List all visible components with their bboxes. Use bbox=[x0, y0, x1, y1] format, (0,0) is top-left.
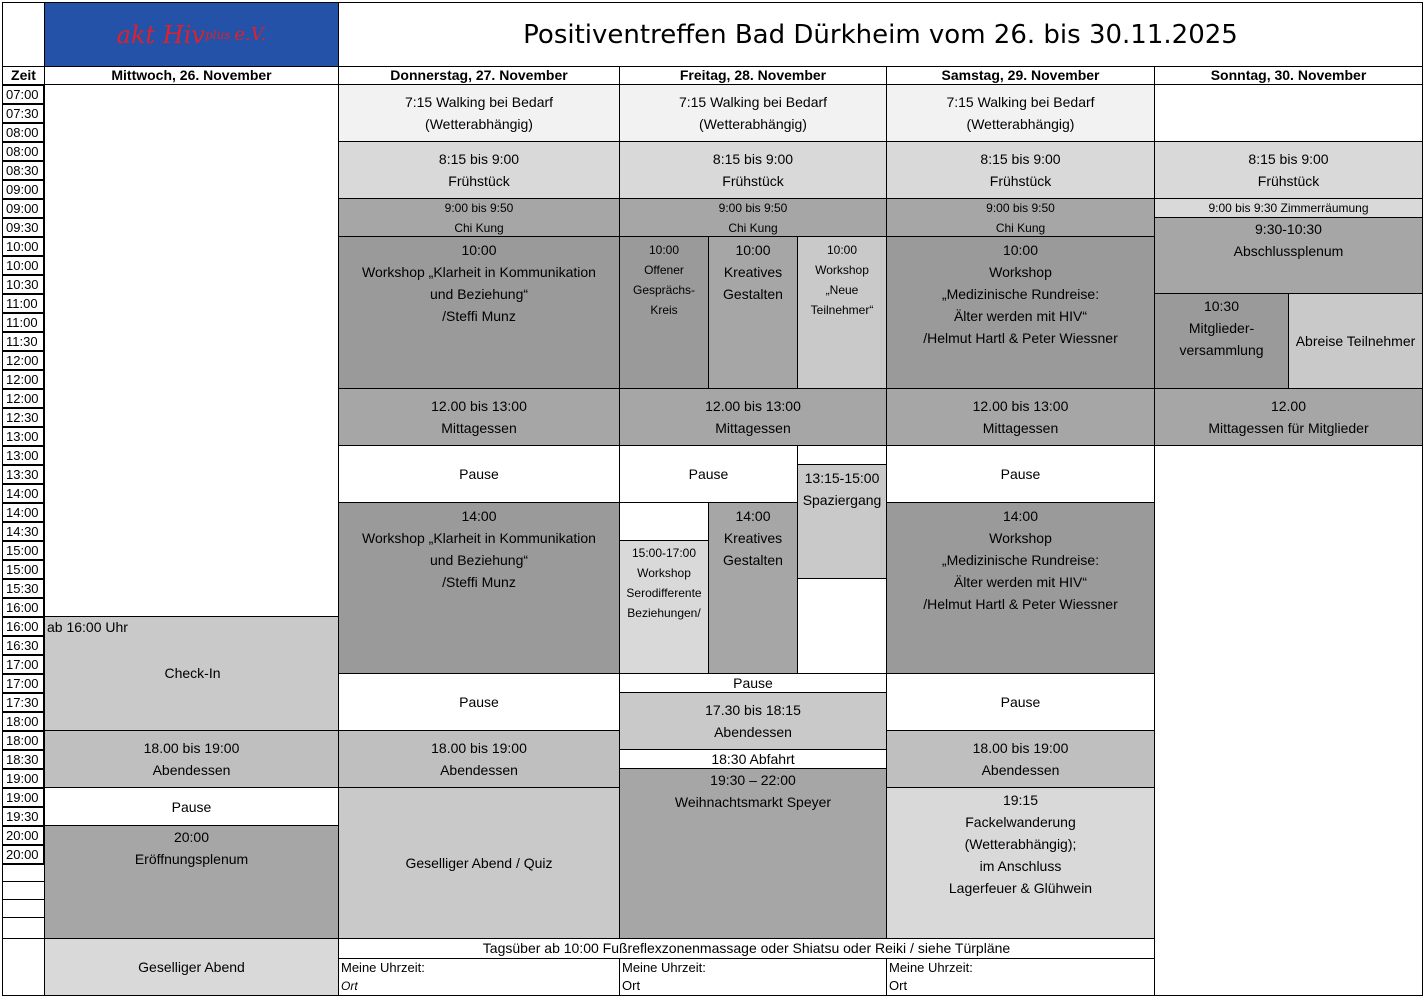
fri-walk-l2: (Wetterabhängig) bbox=[699, 116, 807, 132]
thu-ws1-time: 10:00 bbox=[461, 242, 497, 258]
thu-bf-label: Frühstück bbox=[448, 173, 510, 189]
time-slot: 13:00 bbox=[2, 446, 44, 465]
fri-kreativ-l1: Kreatives bbox=[723, 530, 783, 546]
footer-fri-time: Meine Uhrzeit: bbox=[622, 960, 706, 975]
footer-thu-place: Ort bbox=[341, 979, 358, 993]
time-slot: 18:00 bbox=[2, 712, 44, 731]
time-slot: 15:00 bbox=[2, 560, 44, 579]
fri-departure bbox=[619, 749, 887, 769]
time-slot: 09:00 bbox=[2, 199, 44, 218]
sat-walk-l2: (Wetterabhängig) bbox=[966, 116, 1075, 132]
time-slot: 10:00 bbox=[2, 256, 44, 275]
sat-bf-time: 8:15 bis 9:00 bbox=[980, 151, 1061, 167]
fri-depart-label: 18:30 Abfahrt bbox=[711, 750, 795, 767]
footer-fri-place: Ort bbox=[622, 978, 641, 993]
time-slot: 08:00 bbox=[2, 142, 44, 161]
sat-fackelwanderung bbox=[886, 787, 1155, 939]
sun-bf-label: Frühstück bbox=[1257, 173, 1320, 189]
sat-dinner-label: Abendessen bbox=[981, 762, 1060, 778]
thu-pause-1 bbox=[338, 445, 620, 503]
fri-walk2-label: Spaziergang bbox=[802, 492, 882, 508]
thu-pause-2 bbox=[338, 673, 620, 731]
footer-massage-text: Tagsüber ab 10:00 Fußreflexzonenmassage oder Shiatsu oder Reiki / siehe Türpläne bbox=[482, 940, 1011, 956]
fri-bf-time: 8:15 bis 9:00 bbox=[712, 151, 794, 167]
thu-workshop-2 bbox=[338, 502, 620, 674]
time-slot: 13:30 bbox=[2, 465, 44, 484]
footer-massage bbox=[338, 938, 1155, 959]
thu-ws1-l3: /Steffi Munz bbox=[442, 308, 516, 324]
fri-b-l1: Kreatives bbox=[723, 264, 783, 280]
fri-chikung bbox=[619, 198, 887, 237]
thu-ws2-time: 14:00 bbox=[461, 508, 497, 524]
time-slot: 17:00 bbox=[2, 674, 44, 693]
time-slot: 14:00 bbox=[2, 503, 44, 522]
wed-evening bbox=[44, 938, 339, 996]
time-slot: 12:00 bbox=[2, 370, 44, 389]
wed-empty bbox=[44, 84, 339, 617]
sat-dinner bbox=[886, 730, 1155, 788]
fri-kreativ-l2: Gestalten bbox=[723, 552, 783, 568]
time-slot: 11:00 bbox=[2, 313, 44, 332]
time-slot: 19:30 bbox=[2, 807, 44, 826]
wed-dinner bbox=[44, 730, 339, 788]
sat-workshop-1 bbox=[886, 236, 1155, 389]
footer-slot-fri bbox=[619, 958, 887, 996]
fri-market-time: 19:30 – 22:00 bbox=[710, 772, 796, 788]
sat-chi-label: Chi Kung bbox=[995, 220, 1046, 235]
time-empty bbox=[2, 938, 45, 996]
footer-slot-sat bbox=[886, 958, 1155, 996]
time-slot: 15:30 bbox=[2, 579, 44, 598]
wed-pause-label: Pause bbox=[171, 798, 212, 815]
fri-b-time: 10:00 bbox=[735, 242, 771, 258]
time-slot: 11:30 bbox=[2, 332, 44, 351]
thu-breakfast bbox=[338, 141, 620, 199]
fri-kreativ-time: 14:00 bbox=[735, 508, 771, 524]
logo-sup: plus bbox=[204, 27, 231, 42]
sat-fackel-time: 19:15 bbox=[1002, 792, 1039, 808]
fri-dinner bbox=[619, 692, 887, 750]
fri-serodifferent bbox=[619, 540, 709, 674]
time-slot: 17:30 bbox=[2, 693, 44, 712]
thu-pause2-label: Pause bbox=[459, 694, 499, 710]
sun-mv-l2: versammlung bbox=[1179, 342, 1264, 358]
fri-pause-2 bbox=[619, 673, 887, 693]
fri-lunch-label: Mittagessen bbox=[715, 420, 791, 436]
wed-dinner-time: 18.00 bis 19:00 bbox=[143, 740, 240, 756]
fri-a-l1: Offener bbox=[644, 263, 684, 277]
thu-chi-time: 9:00 bis 9:50 bbox=[444, 200, 514, 215]
thu-chi-label: Chi Kung bbox=[454, 220, 504, 235]
thu-ws1-l1: Workshop „Klarheit in Kommunikation bbox=[362, 264, 596, 280]
time-slot: 20:00 bbox=[2, 826, 44, 845]
sat-lunch bbox=[886, 388, 1155, 446]
sun-bf-time: 8:15 bis 9:00 bbox=[1248, 151, 1329, 167]
fri-walk2-time: 13:15-15:00 bbox=[804, 470, 880, 486]
fri-pause2-label: Pause bbox=[733, 674, 773, 691]
sun-plenum-time: 9:30-10:30 bbox=[1255, 221, 1322, 237]
sun-breakfast bbox=[1154, 141, 1423, 199]
sun-plenum-label: Abschlussplenum bbox=[1233, 243, 1344, 259]
header-thursday: Donnerstag, 27. November bbox=[338, 66, 620, 85]
time-slot: 18:30 bbox=[2, 750, 44, 769]
time-slot: 16:00 bbox=[2, 598, 44, 617]
sat-walking bbox=[886, 84, 1155, 142]
fri-weihnachtsmarkt bbox=[619, 768, 887, 939]
thu-lunch bbox=[338, 388, 620, 446]
thu-walk-l1: 7:15 Walking bei Bedarf bbox=[404, 94, 554, 110]
sat-walk-l1: 7:15 Walking bei Bedarf bbox=[946, 94, 1095, 110]
fri-breakfast bbox=[619, 141, 887, 199]
time-slot: 18:00 bbox=[2, 731, 44, 750]
time-slot: 07:30 bbox=[2, 104, 44, 123]
fri-gespraechskreis bbox=[619, 236, 709, 389]
sat-ws2-l2: „Medizinische Rundreise: bbox=[941, 552, 1100, 568]
fri-sero-l1: Workshop bbox=[637, 566, 691, 580]
sat-bf-label: Frühstück bbox=[989, 173, 1052, 189]
fri-sero-time: 15:00-17:00 bbox=[631, 546, 697, 560]
sun-abreise bbox=[1288, 293, 1423, 389]
thu-ws2-l3: /Steffi Munz bbox=[442, 574, 516, 590]
sat-fackel-l1: Fackelwanderung bbox=[965, 814, 1076, 830]
fri-empty bbox=[797, 445, 887, 465]
time-slot: 16:30 bbox=[2, 636, 44, 655]
thu-lunch-label: Mittagessen bbox=[441, 420, 517, 436]
sat-ws2-time: 14:00 bbox=[1002, 508, 1039, 524]
footer-sat-time: Meine Uhrzeit: bbox=[889, 960, 973, 975]
wed-plenum bbox=[44, 825, 339, 939]
time-empty bbox=[2, 899, 45, 918]
time-slot: 19:00 bbox=[2, 769, 44, 788]
wed-pause bbox=[44, 787, 339, 826]
sat-pause1-label: Pause bbox=[1000, 466, 1041, 482]
sun-lunch-time: 12.00 bbox=[1270, 398, 1307, 414]
time-empty bbox=[2, 864, 45, 882]
time-slot: 12:00 bbox=[2, 389, 44, 408]
sun-plenum bbox=[1154, 217, 1423, 294]
sat-lunch-time: 12.00 bis 13:00 bbox=[972, 398, 1069, 414]
footer-slot-thu bbox=[338, 958, 620, 996]
fri-c-l3: Teilnehmer“ bbox=[810, 303, 874, 317]
thu-workshop-1 bbox=[338, 236, 620, 389]
sat-ws2-l1: Workshop bbox=[989, 530, 1052, 546]
header-sunday: Sonntag, 30. November bbox=[1154, 66, 1423, 85]
fri-walk-l1: 7:15 Walking bei Bedarf bbox=[678, 94, 828, 110]
sat-pause-2 bbox=[886, 673, 1155, 731]
sat-ws1-l2: „Medizinische Rundreise: bbox=[941, 286, 1100, 302]
thu-ws2-l2: und Beziehung“ bbox=[429, 552, 529, 568]
header-wednesday: Mittwoch, 26. November bbox=[44, 66, 339, 85]
sun-lunch-label: Mittagessen für Mitglieder bbox=[1208, 420, 1369, 436]
sat-pause2-label: Pause bbox=[1000, 694, 1041, 710]
time-slot: 10:00 bbox=[2, 237, 44, 256]
sun-rooms bbox=[1154, 198, 1423, 218]
sun-mv-l1: Mitglieder- bbox=[1188, 320, 1255, 336]
fri-a-l2: Gesprächs- bbox=[632, 283, 696, 297]
wed-plenum-time: 20:00 bbox=[173, 829, 210, 845]
fri-pause1-label: Pause bbox=[688, 466, 729, 482]
fri-walking bbox=[619, 84, 887, 142]
sat-dinner-time: 18.00 bis 19:00 bbox=[972, 740, 1069, 756]
time-slot: 14:00 bbox=[2, 484, 44, 503]
thu-dinner bbox=[338, 730, 620, 788]
time-slot: 12:00 bbox=[2, 351, 44, 370]
thu-ws1-l2: und Beziehung“ bbox=[429, 286, 529, 302]
sat-fackel-l4: Lagerfeuer & Glühwein bbox=[948, 880, 1093, 896]
header-saturday: Samstag, 29. November bbox=[886, 66, 1155, 85]
fri-chi-time: 9:00 bis 9:50 bbox=[718, 200, 788, 215]
sun-empty bbox=[1154, 445, 1423, 996]
corner-cell bbox=[2, 2, 45, 67]
sat-ws1-l4: /Helmut Hartl & Peter Wiessner bbox=[923, 330, 1118, 346]
thu-ws2-l1: Workshop „Klarheit in Kommunikation bbox=[362, 530, 596, 546]
thu-walk-l2: (Wetterabhängig) bbox=[425, 116, 533, 132]
fri-bf-label: Frühstück bbox=[722, 173, 784, 189]
fri-kreativ-2 bbox=[708, 502, 798, 674]
sat-ws2-l3: Älter werden mit HIV“ bbox=[953, 574, 1088, 590]
thu-pause1-label: Pause bbox=[459, 466, 499, 482]
fri-dinner-time: 17.30 bis 18:15 bbox=[705, 702, 801, 718]
sat-breakfast bbox=[886, 141, 1155, 199]
sat-fackel-l2: (Wetterabhängig); bbox=[964, 836, 1077, 852]
wed-plenum-label: Eröffnungsplenum bbox=[134, 851, 249, 867]
thu-walking bbox=[338, 84, 620, 142]
thu-evening-label: Geselliger Abend / Quiz bbox=[405, 855, 553, 871]
thu-dinner-label: Abendessen bbox=[440, 762, 518, 778]
fri-b-l2: Gestalten bbox=[723, 286, 783, 302]
thu-dinner-time: 18.00 bis 19:00 bbox=[431, 740, 527, 756]
fri-chi-label: Chi Kung bbox=[728, 220, 778, 235]
fri-pause-1 bbox=[619, 445, 798, 503]
fri-lunch bbox=[619, 388, 887, 446]
thu-chikung bbox=[338, 198, 620, 237]
time-slot: 19:00 bbox=[2, 788, 44, 807]
page-title: Positiventreffen Bad Dürkheim vom 26. bis 30.11.2025 bbox=[338, 2, 1423, 67]
sun-rooms-label: 9:00 bis 9:30 Zimmerräumung bbox=[1208, 200, 1369, 215]
time-slot: 08:00 bbox=[2, 123, 44, 142]
logo-suffix: e.V. bbox=[234, 24, 267, 45]
sat-fackel-l3: im Anschluss bbox=[979, 858, 1062, 874]
fri-c-time: 10:00 bbox=[826, 243, 858, 257]
sat-ws1-time: 10:00 bbox=[1002, 242, 1039, 258]
thu-lunch-time: 12.00 bis 13:00 bbox=[431, 398, 527, 414]
wed-evening-label: Geselliger Abend bbox=[138, 959, 245, 975]
wed-checkin-time: ab 16:00 Uhr bbox=[47, 619, 128, 635]
org-logo bbox=[44, 2, 339, 67]
wed-checkin-label: Check-In bbox=[164, 665, 221, 681]
fri-a-time: 10:00 bbox=[648, 243, 680, 257]
time-slot: 12:30 bbox=[2, 408, 44, 427]
time-slot: 14:30 bbox=[2, 522, 44, 541]
fri-sero-l3: Beziehungen/ bbox=[627, 606, 701, 620]
time-slot: 09:30 bbox=[2, 218, 44, 237]
wed-dinner-label: Abendessen bbox=[152, 762, 231, 778]
time-slot: 15:00 bbox=[2, 541, 44, 560]
time-empty bbox=[2, 917, 45, 939]
sun-lunch bbox=[1154, 388, 1423, 446]
fri-lunch-time: 12.00 bis 13:00 bbox=[705, 398, 801, 414]
fri-kreativ-1 bbox=[708, 236, 798, 389]
sat-chi-time: 9:00 bis 9:50 bbox=[986, 200, 1055, 215]
fri-empty bbox=[619, 502, 709, 541]
fri-dinner-label: Abendessen bbox=[714, 724, 792, 740]
sat-lunch-label: Mittagessen bbox=[982, 420, 1059, 436]
sat-ws1-l1: Workshop bbox=[989, 264, 1052, 280]
time-slot: 11:00 bbox=[2, 294, 44, 313]
sat-chikung bbox=[886, 198, 1155, 237]
sat-workshop-2 bbox=[886, 502, 1155, 674]
sat-ws1-l3: Älter werden mit HIV“ bbox=[953, 308, 1088, 324]
time-slot: 10:30 bbox=[2, 275, 44, 294]
time-slot: 20:00 bbox=[2, 845, 44, 864]
sat-ws2-l4: /Helmut Hartl & Peter Wiessner bbox=[923, 596, 1118, 612]
time-slot: 07:00 bbox=[2, 85, 44, 104]
fri-sero-l2: Serodifferente bbox=[626, 586, 702, 600]
fri-c-l2: „Neue bbox=[825, 283, 859, 297]
time-slot: 13:00 bbox=[2, 427, 44, 446]
time-slot: 08:30 bbox=[2, 161, 44, 180]
time-slot: 17:00 bbox=[2, 655, 44, 674]
sun-mitgliederversammlung bbox=[1154, 293, 1289, 389]
thu-evening bbox=[338, 787, 620, 939]
sun-mv-time: 10:30 bbox=[1203, 298, 1240, 314]
time-slot: 09:00 bbox=[2, 180, 44, 199]
footer-sat-place: Ort bbox=[889, 978, 908, 993]
time-empty bbox=[2, 881, 45, 900]
fri-a-l3: Kreis bbox=[650, 303, 678, 317]
sat-pause-1 bbox=[886, 445, 1155, 503]
fri-market-label: Weihnachtsmarkt Speyer bbox=[674, 794, 832, 810]
thu-bf-time: 8:15 bis 9:00 bbox=[438, 151, 520, 167]
fri-spaziergang bbox=[797, 464, 887, 579]
time-slot: 16:00 bbox=[2, 617, 44, 636]
fri-c-l1: Workshop bbox=[815, 263, 869, 277]
footer-thu-time: Meine Uhrzeit: bbox=[341, 960, 425, 975]
fri-neue-teilnehmer bbox=[797, 236, 887, 389]
logo-text: akt Hiv bbox=[116, 20, 205, 49]
sun-depart-label: Abreise Teilnehmer bbox=[1295, 333, 1416, 349]
header-zeit: Zeit bbox=[2, 66, 45, 85]
header-friday: Freitag, 28. November bbox=[619, 66, 887, 85]
fri-empty bbox=[797, 578, 887, 674]
wed-checkin bbox=[44, 616, 339, 731]
sun-empty bbox=[1154, 84, 1423, 142]
